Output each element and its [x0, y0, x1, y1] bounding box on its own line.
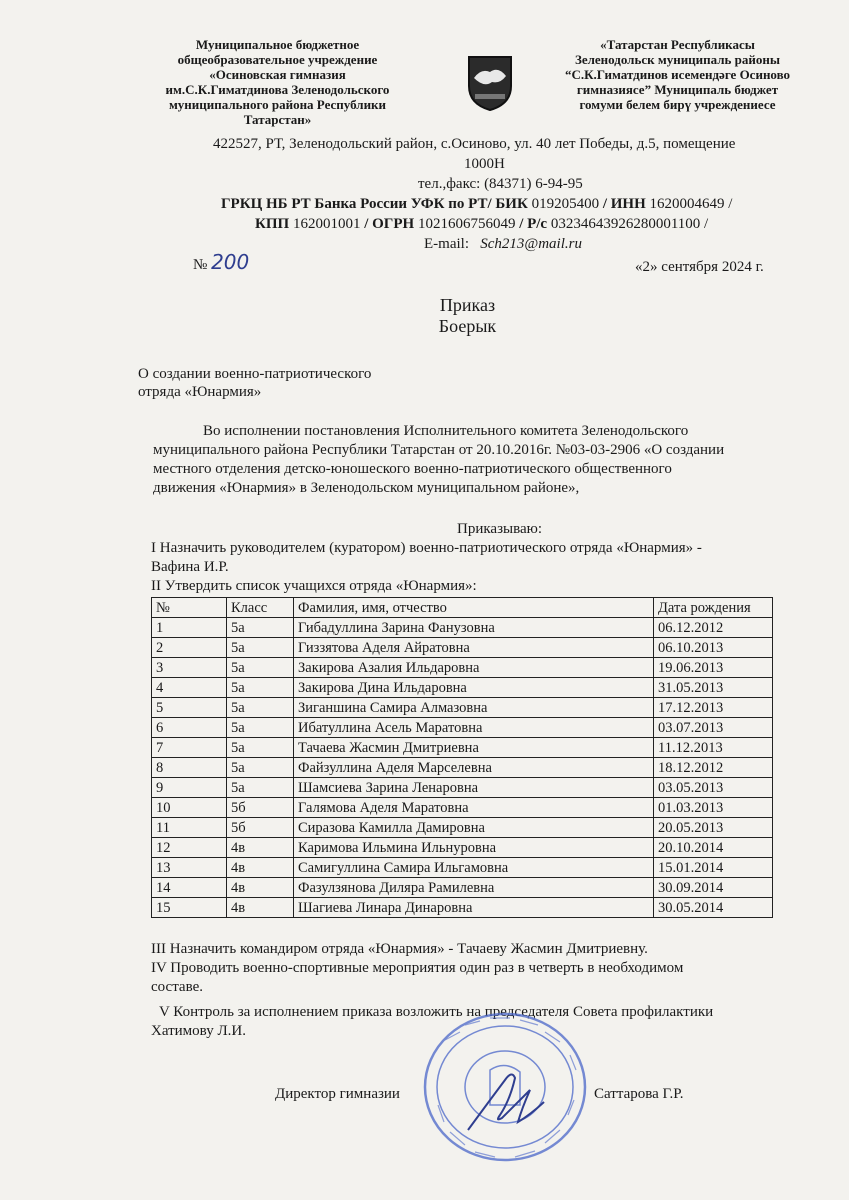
org-line: «Татарстан Республикасы	[600, 37, 755, 52]
order-number	[193, 250, 250, 274]
cell-number: 9	[152, 778, 227, 798]
org-line: Муниципальное бюджетное	[195, 37, 360, 52]
cell-class: 5а	[227, 758, 294, 778]
cell-birth-date: 30.09.2014	[654, 878, 773, 898]
separator: /	[700, 216, 709, 232]
address-room: 1000Н	[464, 156, 505, 172]
order-subject	[138, 365, 371, 401]
email-address: Sch213@mail.ru	[480, 236, 582, 252]
item-2: II Утвердить список учащихся отряда «Юнармия»:	[151, 578, 477, 594]
cell-birth-date: 17.12.2013	[654, 698, 773, 718]
coat-of-arms-icon	[466, 54, 514, 112]
cell-full-name: Сиразова Камилла Дамировна	[294, 818, 654, 838]
table-header-row	[152, 598, 773, 618]
table-row	[152, 838, 773, 858]
table-row	[152, 698, 773, 718]
cell-birth-date: 18.12.2012	[654, 758, 773, 778]
cell-full-name: Закирова Азалия Ильдаровна	[294, 658, 654, 678]
cell-full-name: Тачаева Жасмин Дмитриевна	[294, 738, 654, 758]
cell-class: 5а	[227, 638, 294, 658]
bank-details-1	[221, 195, 732, 213]
item-1: I Назначить руководителем (куратором) военно-патриотического отряда «Юнармия» -	[151, 540, 702, 556]
account-value: 03234643926280001100	[550, 216, 701, 232]
signature-icon	[460, 1060, 550, 1140]
cell-birth-date: 15.01.2014	[654, 858, 773, 878]
director-title: Директор гимназии	[275, 1086, 400, 1102]
subject-line: отряда «Юнармия»	[138, 384, 262, 400]
subject-line: О создании военно-патриотического	[138, 366, 372, 382]
cell-number: 13	[152, 858, 227, 878]
cell-full-name: Фазулзянова Диляра Рамилевна	[294, 878, 654, 898]
org-line: общеобразовательное учреждение	[177, 52, 378, 67]
cell-class: 5а	[227, 738, 294, 758]
cell-number: 14	[152, 878, 227, 898]
cell-number: 8	[152, 758, 227, 778]
preamble-line: муниципального района Республики Татарстан от 20.10.2016г. №03-03-2906 «О создании	[153, 442, 725, 458]
table-row	[152, 618, 773, 638]
cell-number: 7	[152, 738, 227, 758]
cell-number: 2	[152, 638, 227, 658]
cell-class: 5б	[227, 798, 294, 818]
cell-birth-date: 03.07.2013	[654, 718, 773, 738]
order-number-handwritten: 200	[211, 250, 250, 274]
item-3: III Назначить командиром отряда «Юнармия» - Тачаеву Жасмин Дмитриевну.	[151, 941, 648, 957]
table-row	[152, 718, 773, 738]
table-row	[152, 658, 773, 678]
cell-birth-date: 31.05.2013	[654, 678, 773, 698]
account-label: / Р/с	[515, 216, 551, 232]
item-1-name: Вафина И.Р.	[151, 559, 229, 575]
kpp-value: 162001001	[292, 216, 361, 232]
cell-full-name: Зиганшина Самира Алмазовна	[294, 698, 654, 718]
bik-value: 019205400	[531, 196, 600, 212]
table-row	[152, 898, 773, 918]
director-name: Саттарова Г.Р.	[594, 1086, 684, 1102]
org-line: «Осиновская гимназия	[209, 67, 346, 82]
org-name-russian	[140, 37, 415, 127]
cell-full-name: Закирова Дина Ильдаровна	[294, 678, 654, 698]
col-birth-date: Дата рождения	[654, 598, 773, 618]
bank-details-2	[255, 215, 708, 233]
table-row	[152, 738, 773, 758]
cell-full-name: Самигуллина Самира Ильгамовна	[294, 858, 654, 878]
cell-full-name: Шамсиева Зарина Ленаровна	[294, 778, 654, 798]
table-row	[152, 818, 773, 838]
cell-class: 5а	[227, 778, 294, 798]
cell-number: 15	[152, 898, 227, 918]
item-5: V Контроль за исполнением приказа возложить на председателя Совета профилактики	[159, 1004, 714, 1020]
title-tt: Боерык	[438, 316, 497, 336]
separator: /	[724, 196, 733, 212]
cell-number: 11	[152, 818, 227, 838]
cell-number: 1	[152, 618, 227, 638]
email-label: E-mail:	[424, 236, 469, 252]
col-full-name: Фамилия, имя, отчество	[294, 598, 654, 618]
cell-full-name: Каримова Ильмина Ильнуровна	[294, 838, 654, 858]
cell-class: 5б	[227, 818, 294, 838]
address: 422527, РТ, Зеленодольский район, с.Осиново, ул. 40 лет Победы, д.5, помещение	[213, 136, 736, 152]
table-row	[152, 858, 773, 878]
cell-class: 4в	[227, 878, 294, 898]
order-date: «2» сентября 2024 г.	[635, 259, 764, 275]
cell-number: 4	[152, 678, 227, 698]
table-row	[152, 638, 773, 658]
item-4-cont: составе.	[151, 979, 203, 995]
org-line: им.С.К.Гиматдинова Зеленодольского	[165, 82, 390, 97]
cell-birth-date: 03.05.2013	[654, 778, 773, 798]
roster-body	[152, 618, 773, 918]
cell-birth-date: 01.03.2013	[654, 798, 773, 818]
cell-number: 10	[152, 798, 227, 818]
preamble-line: движения «Юнармия» в Зеленодольском муниципальном районе»,	[153, 480, 580, 496]
org-line: гомуми белем бирү учреждениесе	[579, 97, 776, 112]
cell-number: 3	[152, 658, 227, 678]
org-line: “С.К.Гиматдинов исемендәге Осиново	[564, 67, 791, 82]
kpp-label: КПП	[255, 216, 293, 232]
cell-full-name: Галямова Аделя Маратовна	[294, 798, 654, 818]
col-class: Класс	[227, 598, 294, 618]
cell-birth-date: 30.05.2014	[654, 898, 773, 918]
cell-full-name: Шагиева Линара Динаровна	[294, 898, 654, 918]
bank-label: ГРКЦ НБ РТ Банка России УФК по РТ/ БИК	[221, 196, 532, 212]
inn-value: 1620004649	[649, 196, 725, 212]
cell-birth-date: 20.05.2013	[654, 818, 773, 838]
cell-number: 12	[152, 838, 227, 858]
cell-class: 5а	[227, 658, 294, 678]
org-line: Зеленодольск муниципаль районы	[574, 52, 781, 67]
cell-full-name: Файзуллина Аделя Марселевна	[294, 758, 654, 778]
number-sign: №	[193, 257, 208, 273]
ogrn-value: 1021606756049	[417, 216, 516, 232]
cell-full-name: Гибадуллина Зарина Фанузовна	[294, 618, 654, 638]
preamble-line: Во исполнении постановления Исполнительного комитета Зеленодольского	[203, 423, 689, 439]
phone-fax: тел.,факс: (84371) 6-94-95	[418, 176, 583, 192]
cell-birth-date: 06.10.2013	[654, 638, 773, 658]
table-row	[152, 878, 773, 898]
org-line: гимназиясе” Муниципаль бюджет	[576, 82, 779, 97]
cell-full-name: Ибатуллина Асель Маратовна	[294, 718, 654, 738]
org-line: Татарстан»	[243, 112, 312, 127]
cell-class: 4в	[227, 838, 294, 858]
cell-class: 5а	[227, 698, 294, 718]
inn-label: / ИНН	[599, 196, 650, 212]
email-line	[424, 235, 582, 253]
item-5-name: Хатимову Л.И.	[151, 1023, 247, 1039]
col-number: №	[152, 598, 227, 618]
org-name-tatar	[535, 37, 820, 112]
cell-birth-date: 06.12.2012	[654, 618, 773, 638]
cell-class: 4в	[227, 858, 294, 878]
cell-birth-date: 20.10.2014	[654, 838, 773, 858]
item-4: IV Проводить военно-спортивные мероприятия один раз в четверть в необходимом	[151, 960, 684, 976]
cell-full-name: Гиззятова Аделя Айратовна	[294, 638, 654, 658]
cell-class: 5а	[227, 618, 294, 638]
org-line: муниципального района Республики	[168, 97, 387, 112]
cell-number: 6	[152, 718, 227, 738]
table-row	[152, 778, 773, 798]
cell-class: 5а	[227, 678, 294, 698]
table-row	[152, 758, 773, 778]
order-word: Приказываю:	[457, 521, 542, 537]
table-row	[152, 678, 773, 698]
cell-birth-date: 19.06.2013	[654, 658, 773, 678]
roster-table	[151, 597, 773, 918]
title-ru: Приказ	[439, 295, 496, 315]
cell-number: 5	[152, 698, 227, 718]
cell-birth-date: 11.12.2013	[654, 738, 773, 758]
cell-class: 5а	[227, 718, 294, 738]
table-row	[152, 798, 773, 818]
cell-class: 4в	[227, 898, 294, 918]
ogrn-label: / ОГРН	[360, 216, 418, 232]
preamble-line: местного отделения детско-юношеского военно-патриотического общественного	[153, 461, 672, 477]
